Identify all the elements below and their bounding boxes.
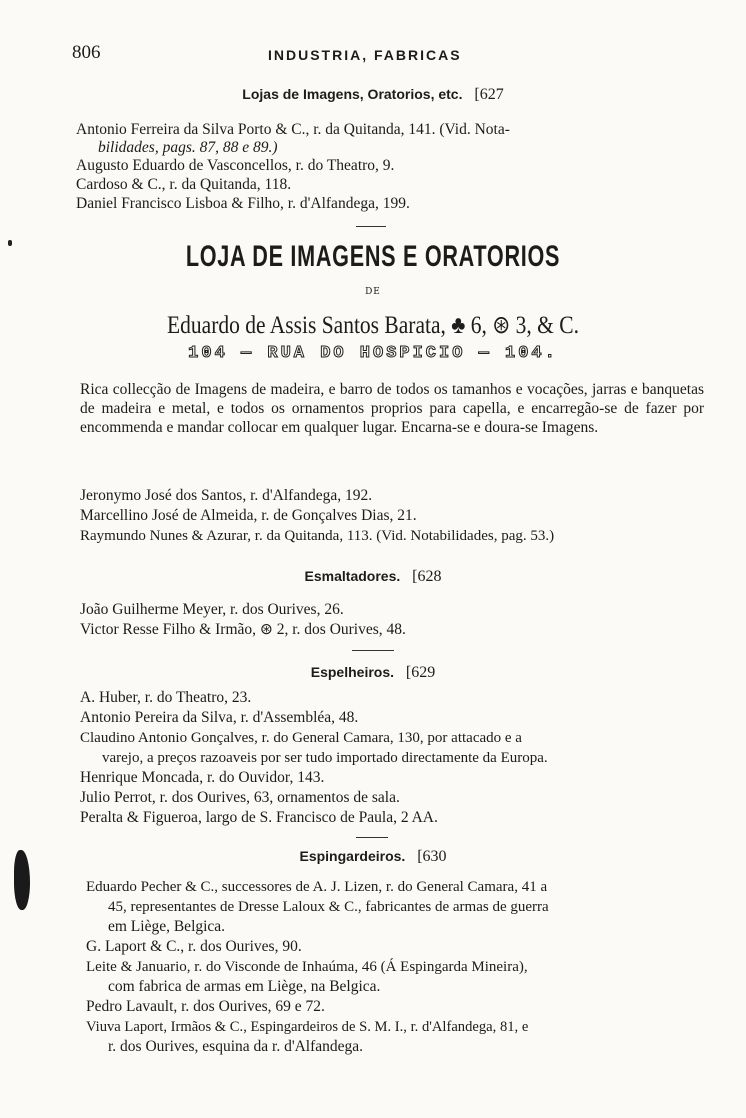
section-number: [630 <box>417 848 447 865</box>
divider <box>356 837 388 838</box>
advert-title: LOJA DE IMAGENS E ORATORIOS <box>185 240 561 273</box>
list-item: A. Huber, r. do Theatro, 23. <box>80 689 252 706</box>
page-number: 806 <box>72 42 101 63</box>
list-item: Victor Resse Filho & Irmão, ⊛ 2, r. dos Ourives, 48. <box>80 621 406 638</box>
advert-de: DE <box>365 287 381 297</box>
list-item: Raymundo Nunes & Azurar, r. da Quitanda, 113. (Vid. Notabilidades, pag. 53.) <box>80 528 555 544</box>
list-item: Jeronymo José dos Santos, r. d'Alfandega, 192. <box>80 487 373 504</box>
list-item: bilidades, pags. 87, 88 e 89.) <box>98 139 278 156</box>
section-heading-espelheiros <box>0 664 746 682</box>
advert-description: Rica collecção de Imagens de madeira, e barro de todos os tamanhos e vocações, jarras e banquetas de madeira e metal, e todos os ornamentos proprios para capella, e encarregão-se de fazer por encommenda e mandar collocar em qualquer lugar. Encarna-se e doura-se Imagens. <box>80 381 704 436</box>
list-item: Claudino Antonio Gonçalves, r. do General Camara, 130, por attacado e a <box>80 730 522 746</box>
section-title: Espelheiros. <box>310 664 395 680</box>
advert-address: 104 — RUA DO HOSPICIO — 104. <box>188 344 558 363</box>
list-item: G. Laport & C., r. dos Ourives, 90. <box>86 938 302 955</box>
section-heading-espingardeiros <box>0 848 746 866</box>
advert-owner: Eduardo de Assis Santos Barata, ♣ 6, ⊛ 3, & C. <box>167 312 579 339</box>
running-title: INDUSTRIA, FABRICAS <box>268 47 462 63</box>
section-number: [628 <box>412 568 442 585</box>
list-item: Peralta & Figueroa, largo de S. Francisco de Paula, 2 AA. <box>80 809 438 826</box>
list-item: João Guilherme Meyer, r. dos Ourives, 26. <box>80 601 344 618</box>
list-item: Leite & Januario, r. do Visconde de Inhaúma, 46 (Á Espingarda Mineira), <box>86 959 528 975</box>
list-item: com fabrica de armas em Liège, na Belgica. <box>108 978 381 995</box>
list-item: varejo, a preços razoaveis por ser tudo importado directamente da Europa. <box>102 750 548 766</box>
list-item: Marcellino José de Almeida, r. de Gonçalves Dias, 21. <box>80 507 417 524</box>
divider <box>356 226 386 227</box>
section-heading-lojas <box>0 86 746 104</box>
list-item: r. dos Ourives, esquina da r. d'Alfandega. <box>108 1038 364 1055</box>
list-item: Julio Perrot, r. dos Ourives, 63, ornamentos de sala. <box>80 789 400 806</box>
section-number: [627 <box>474 86 504 103</box>
list-item: Cardoso & C., r. da Quitanda, 118. <box>76 176 292 193</box>
list-item: Augusto Eduardo de Vasconcellos, r. do Theatro, 9. <box>76 157 395 174</box>
divider <box>352 650 394 651</box>
section-heading-esmaltadores <box>0 568 746 586</box>
section-number: [629 <box>405 664 436 681</box>
list-item: Pedro Lavault, r. dos Ourives, 69 e 72. <box>86 998 325 1015</box>
scan-artifact <box>8 240 12 246</box>
list-item: Viuva Laport, Irmãos & C., Espingardeiros de S. M. I., r. d'Alfandega, 81, e <box>86 1019 529 1035</box>
list-item: Antonio Ferreira da Silva Porto & C., r. da Quitanda, 141. (Vid. Nota- <box>76 121 510 138</box>
section-title: Esmaltadores. <box>304 568 401 584</box>
list-item: Henrique Moncada, r. do Ouvidor, 143. <box>80 769 325 786</box>
list-item: em Liège, Belgica. <box>108 918 226 935</box>
list-item: Eduardo Pecher & C., successores de A. J. Lizen, r. do General Camara, 41 a <box>86 879 548 895</box>
section-title: Espingardeiros. <box>299 848 406 864</box>
section-title: Lojas de Imagens, Oratorios, etc. <box>242 86 463 102</box>
list-item: 45, representantes de Dresse Laloux & C., fabricantes de armas de guerra <box>108 899 549 915</box>
list-item: Antonio Pereira da Silva, r. d'Assembléa, 48. <box>80 709 359 726</box>
list-item: Daniel Francisco Lisboa & Filho, r. d'Alfandega, 199. <box>76 195 410 212</box>
